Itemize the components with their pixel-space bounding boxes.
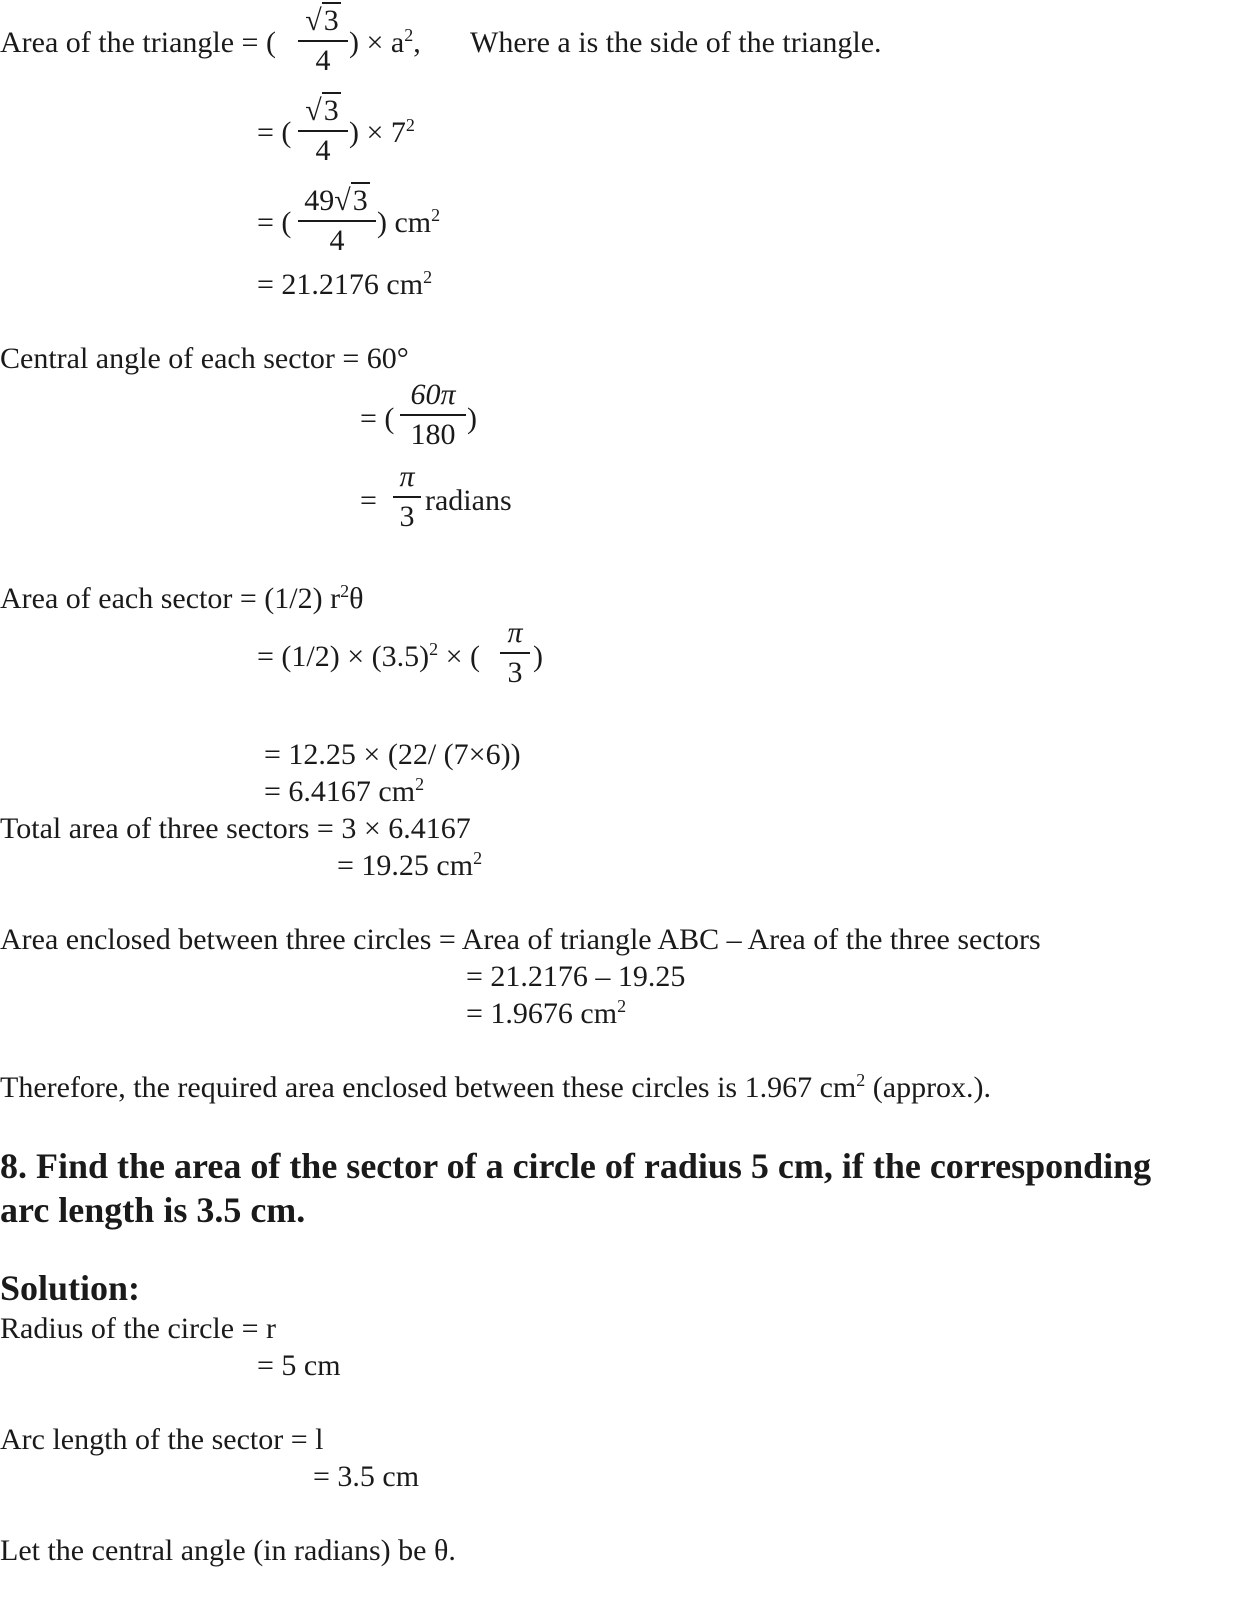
triangle-where-note	[470, 26, 882, 60]
fraction-numerator: √3	[305, 94, 339, 127]
fraction-denominator: 3	[399, 500, 415, 533]
triangle-area-line3-rest	[377, 206, 440, 240]
sector-area-line2	[257, 640, 480, 674]
text: = 6.4167 cm	[264, 775, 416, 808]
fraction-denominator: 4	[315, 134, 331, 167]
text: Total area of three sectors = 3 × 6.4167	[0, 812, 471, 845]
total-sectors-line1	[0, 812, 471, 846]
text: radians	[425, 484, 512, 517]
superscript: 2	[856, 1070, 866, 1090]
superscript: 2	[415, 774, 425, 794]
superscript: 2	[473, 848, 483, 868]
fraction-bar	[400, 414, 466, 416]
central-angle-line2-suffix	[467, 402, 477, 436]
arc-length-line1	[0, 1423, 323, 1457]
enclosed-area-line2	[466, 960, 685, 994]
sector-area-line4	[264, 775, 424, 809]
sqrt-arg: 3	[323, 94, 339, 127]
central-angle-line3-prefix	[360, 484, 377, 518]
fraction-bar	[298, 130, 348, 132]
text: Therefore, the required area enclosed between these circles is 1.967 cm	[0, 1071, 857, 1104]
fraction-numerator: √3	[305, 4, 339, 37]
fraction-denominator: 3	[507, 656, 523, 689]
text: Let the central angle (in radians) be θ.	[0, 1534, 456, 1567]
fraction-numerator: 60π	[410, 378, 456, 411]
superscript: 2	[340, 581, 350, 601]
text: ,	[413, 26, 421, 59]
superscript: 2	[429, 639, 439, 659]
text: = 21.2176 – 19.25	[466, 960, 686, 993]
fraction-bar	[393, 496, 421, 498]
triangle-area-line2-rest	[349, 116, 415, 150]
enclosed-area-line1	[0, 923, 1041, 957]
fraction-bar	[500, 652, 530, 654]
text: Solution:	[0, 1268, 141, 1308]
sector-area-line1	[0, 582, 363, 616]
central-angle-line1	[0, 342, 409, 376]
fraction-denominator: 180	[410, 418, 456, 451]
text: = (	[257, 116, 292, 149]
60pi-over-180-fraction	[400, 378, 466, 452]
text: 8. Find the area of the sector of a circle of radius 5 cm, if the corresponding	[0, 1146, 1152, 1186]
central-angle-line2-prefix	[360, 402, 394, 436]
text: = 1.9676 cm	[466, 997, 618, 1030]
total-sectors-line2	[337, 849, 482, 883]
pi-over-3-fraction-1	[393, 460, 421, 534]
text: Where a is the side of the triangle.	[470, 26, 882, 59]
superscript: 2	[404, 25, 414, 45]
superscript: 2	[423, 267, 433, 287]
text: 49	[304, 184, 335, 217]
triangle-area-line1	[0, 26, 276, 60]
text: = 19.25 cm	[337, 849, 474, 882]
text: Area of each sector = (1/2) r	[0, 582, 341, 615]
central-angle-line3-suffix	[425, 484, 512, 518]
fraction-denominator: 4	[329, 224, 345, 257]
sector-area-line2-suffix	[533, 640, 543, 674]
text: ) cm	[377, 206, 432, 239]
sqrt-arg: 3	[323, 4, 339, 37]
superscript: 2	[431, 205, 441, 225]
text: = 21.2176 cm	[257, 268, 424, 301]
radius-line1	[0, 1312, 276, 1346]
pi-over-3-fraction-2	[500, 616, 530, 690]
text: (approx.).	[872, 1071, 992, 1104]
text: θ	[349, 582, 364, 615]
question-8-line2	[0, 1188, 305, 1232]
text: = 3.5 cm	[313, 1460, 420, 1493]
text: Arc length of the sector = l	[0, 1423, 324, 1456]
sqrt3-over-4-fraction-1	[298, 2, 348, 78]
sqrt3-over-4-fraction-2	[298, 92, 348, 168]
text: = (	[360, 402, 395, 435]
text: )	[533, 640, 543, 673]
triangle-area-line2-prefix	[257, 116, 291, 150]
triangle-area-result	[257, 268, 432, 302]
text: = (	[257, 206, 292, 239]
text: =	[360, 484, 377, 517]
text: ) × 7	[349, 116, 406, 149]
text: ) × a	[349, 26, 405, 59]
sector-area-line3	[264, 738, 521, 772]
question-8-line1	[0, 1144, 1151, 1188]
text: )	[467, 402, 477, 435]
therefore-line	[0, 1071, 991, 1105]
text: × (	[445, 640, 481, 673]
enclosed-area-line3	[466, 997, 626, 1031]
text: = 12.25 × (22/ (7×6))	[264, 738, 521, 771]
text: = 5 cm	[257, 1349, 341, 1382]
text: Radius of the circle = r	[0, 1312, 276, 1345]
radius-line2	[257, 1349, 341, 1383]
fraction-numerator: 49√3	[304, 184, 368, 217]
text: arc length is 3.5 cm.	[0, 1190, 306, 1230]
text: Area of the triangle = (	[0, 26, 276, 59]
superscript: 2	[617, 996, 627, 1016]
arc-length-line2	[313, 1460, 419, 1494]
sqrt-arg: 3	[352, 184, 368, 217]
fraction-bar	[298, 40, 348, 42]
fraction-numerator: π	[507, 616, 523, 649]
fraction-denominator: 4	[315, 44, 331, 77]
solution-heading	[0, 1268, 140, 1308]
triangle-area-line3-prefix	[257, 206, 291, 240]
text: Central angle of each sector = 60°	[0, 342, 409, 375]
text: = (1/2) × (3.5)	[257, 640, 430, 673]
triangle-area-line1-rest	[349, 26, 421, 60]
central-angle-statement	[0, 1534, 456, 1568]
fraction-bar	[298, 220, 376, 222]
superscript: 2	[405, 115, 415, 135]
fraction-numerator: π	[399, 460, 415, 493]
text: Area enclosed between three circles = Area of triangle ABC – Area of the three sectors	[0, 923, 1041, 956]
49sqrt3-over-4-fraction	[298, 182, 376, 258]
